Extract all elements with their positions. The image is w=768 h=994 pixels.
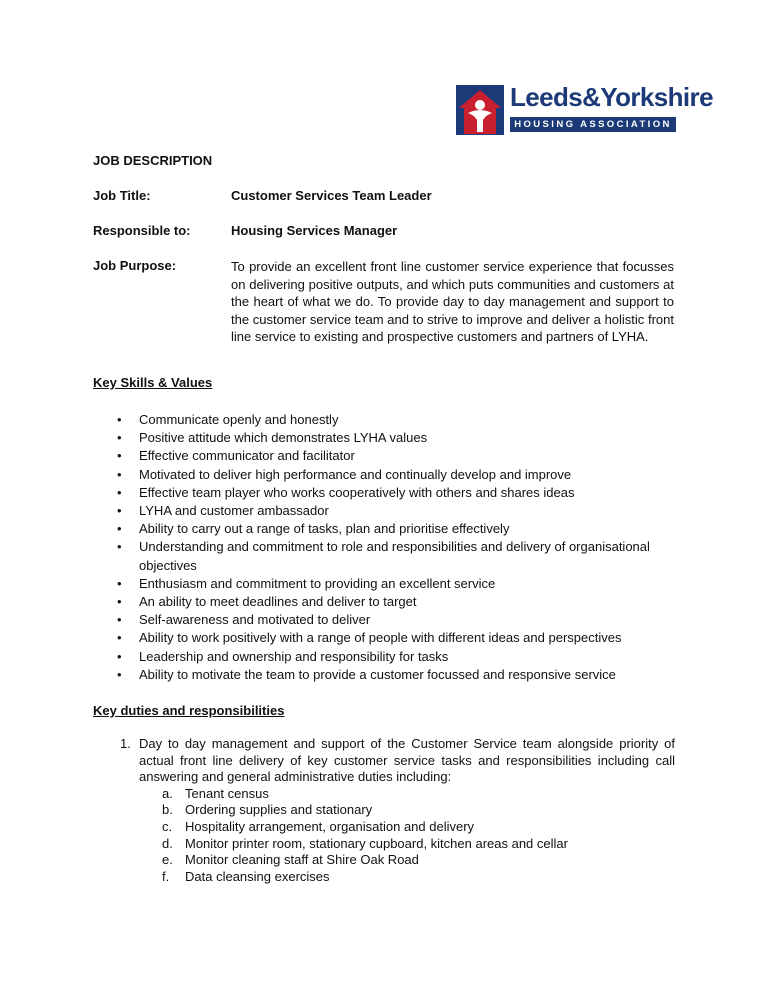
- sub-list-item: [162, 869, 675, 886]
- company-logo: [455, 82, 713, 136]
- document-heading: JOB DESCRIPTION: [93, 153, 213, 168]
- job-purpose-label: Job Purpose:: [93, 258, 177, 273]
- logo-tagline: HOUSING ASSOCIATION: [510, 117, 676, 132]
- key-skills-list: [93, 411, 693, 684]
- list-item: • Effective communicator and facilitator: [93, 447, 683, 465]
- key-skills-heading: Key Skills & Values: [93, 375, 213, 390]
- sub-item-letter: c.: [162, 818, 173, 834]
- job-purpose-text: To provide an excellent front line customer service experience that focusses on delivering positive outputs, and which puts communities and customers at the heart of what we do. To provide day to day management and support to the customer service team and to strive to improve and deliver a holistic front line service to existing and prospective customers and partners of LYHA.: [231, 259, 674, 345]
- list-item: • Enthusiasm and commitment to providing an excellent service: [93, 575, 683, 593]
- list-item: • Motivated to deliver high performance and continually develop and improve: [93, 466, 683, 484]
- duty-sub-list: [162, 786, 675, 886]
- duty-number: 1.: [120, 736, 131, 751]
- sub-item-letter: a.: [162, 785, 173, 801]
- list-item: • Effective team player who works cooperatively with others and shares ideas: [93, 484, 683, 502]
- sub-list-item: [162, 786, 675, 803]
- list-item: • Positive attitude which demonstrates LYHA values: [93, 429, 683, 447]
- sub-item-text: Hospitality arrangement, organisation and delivery: [185, 818, 475, 834]
- sub-item-text: Data cleansing exercises: [185, 868, 330, 884]
- sub-item-text: Ordering supplies and stationary: [185, 802, 373, 818]
- list-item: • Leadership and ownership and responsibility for tasks: [93, 648, 683, 666]
- sub-list-item: [162, 819, 675, 836]
- list-item: • An ability to meet deadlines and deliver to target: [93, 593, 683, 611]
- sub-item-letter: f.: [162, 868, 170, 884]
- list-item: • Communicate openly and honestly: [93, 411, 683, 429]
- sub-item-text: Tenant census: [185, 785, 269, 801]
- responsible-to-label: Responsible to:: [93, 223, 191, 238]
- list-item: • Understanding and commitment to role and responsibilities and delivery of organisational objectives: [93, 538, 683, 574]
- logo-wordmark: Leeds&Yorkshire: [510, 82, 713, 112]
- sub-item-letter: d.: [162, 835, 173, 851]
- job-title-value: Customer Services Team Leader: [231, 188, 432, 203]
- list-item: • Ability to motivate the team to provide a customer focussed and responsive service: [93, 666, 683, 684]
- sub-item-text: Monitor cleaning staff at Shire Oak Road: [185, 852, 419, 868]
- sub-list-item: [162, 802, 675, 819]
- sub-list-item: [162, 852, 675, 869]
- responsible-to-value: Housing Services Manager: [231, 223, 398, 238]
- job-title-label: Job Title:: [93, 188, 151, 203]
- sub-list-item: [162, 836, 675, 853]
- sub-item-letter: e.: [162, 852, 173, 868]
- list-item: • LYHA and customer ambassador: [93, 502, 683, 520]
- sub-item-letter: b.: [162, 802, 173, 818]
- list-item: • Ability to work positively with a range of people with different ideas and perspectives: [93, 629, 683, 647]
- list-item: • Ability to carry out a range of tasks, plan and prioritise effectively: [93, 520, 683, 538]
- key-duties-heading: Key duties and responsibilities: [93, 703, 285, 718]
- list-item: • Self-awareness and motivated to deliver: [93, 611, 683, 629]
- sub-item-text: Monitor printer room, stationary cupboard, kitchen areas and cellar: [185, 835, 568, 851]
- duty-item: [120, 736, 675, 885]
- duty-text: Day to day management and support of the Customer Service team alongside priority of actual front line delivery of key customer service tasks and responsibilities including call answering and general administrative duties including:: [139, 736, 675, 785]
- house-logo-icon: [455, 84, 505, 136]
